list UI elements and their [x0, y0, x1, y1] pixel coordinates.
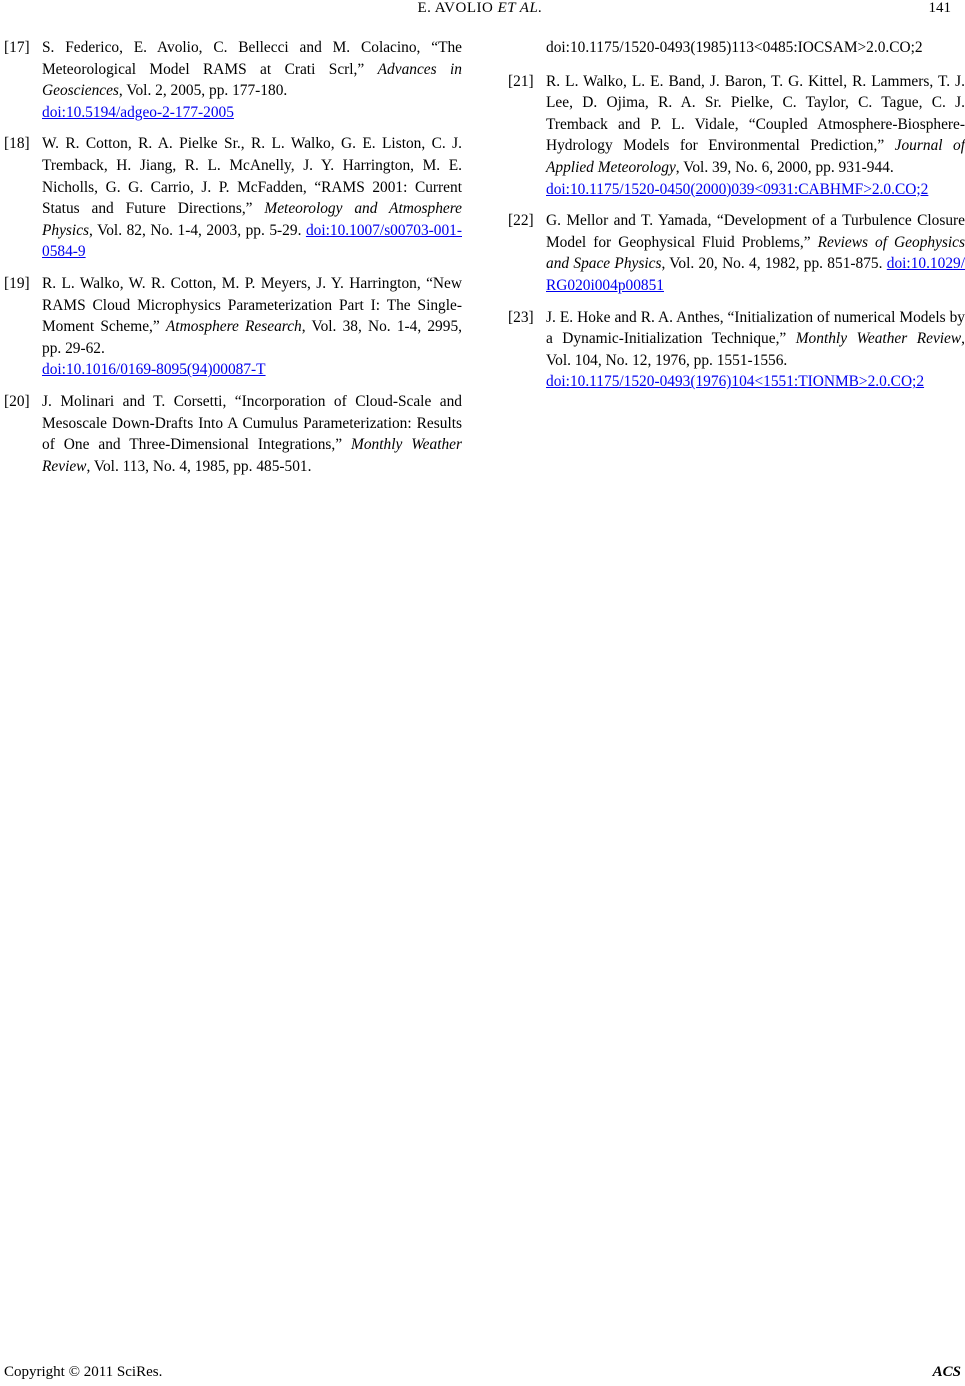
reference-number: [18] [4, 135, 30, 153]
reference-journal: Advances in Geosciences [42, 60, 462, 100]
reference-journal: Reviews of Geophysics and Space Physics [546, 233, 965, 273]
doi-link[interactable]: doi:10.1029/RG020i004p00851 [546, 255, 965, 294]
reference-number: [21] [508, 72, 534, 90]
reference-details: , Vol. 82, No. 1-4, 2003, pp. 5-29. [89, 221, 306, 239]
copyright-notice: Copyright © 2011 SciRes. [4, 1364, 163, 1380]
reference-authors-title: J. E. Hoke and R. A. Anthes, “Initialization of numerical Models by a Dynamic-Initialization Technique,” [546, 308, 965, 348]
doi-link[interactable]: doi:10.1175/1520-0493(1985)113<0485:IOCSAM>2.0.CO;2 [546, 39, 923, 56]
reference-number: [17] [4, 39, 30, 56]
reference-21 [508, 71, 965, 201]
reference-authors-title: J. Molinari and T. Corsetti, “Incorporation of Cloud-Scale and Mesoscale Down-Drafts Into A Cumulus Parameterization: Results of One and Three-Dimensional Integrations,” [42, 392, 462, 454]
header-et-al: ET AL. [497, 0, 543, 16]
page-number: 141 [928, 0, 951, 16]
reference-authors-title: R. L. Walko, W. R. Cotton, M. P. Meyers, J. Y. Harrington, “New RAMS Cloud Microphysics Parameterization Part I: The Single-Moment Scheme,” [42, 274, 462, 336]
reference-journal: Monthly Weather Review [795, 330, 962, 348]
reference-number: [23] [508, 308, 534, 326]
journal-abbreviation: ACS [932, 1364, 961, 1380]
left-column [4, 37, 462, 487]
reference-details: , Vol. 2, 2005, pp. 177-180. [118, 82, 288, 100]
reference-18 [4, 133, 462, 263]
reference-journal: Monthly Weather Review [42, 436, 462, 475]
reference-22 [508, 210, 965, 296]
reference-number: [19] [4, 274, 30, 292]
doi-link[interactable]: doi:10.5194/adgeo-2-177-2005 [42, 103, 234, 121]
doi-link[interactable]: doi:10.1016/0169-8095(94)00087-T [42, 361, 266, 379]
reference-details: , Vol. 113, No. 4, 1985, pp. 485-501. [86, 457, 312, 475]
reference-journal: Meteorology and Atmosphere Physics [42, 200, 462, 239]
running-title [300, 0, 660, 17]
reference-20 [4, 391, 462, 477]
reference-authors-title: R. L. Walko, L. E. Band, J. Baron, T. G. Kittel, R. Lammers, T. J. Lee, D. Ojima, R. A. Sr. Pielke, C. Taylor, C. Tague, C. J. Tremback and P. L. Vidale, “Coupled Atmosphere-Biosphere-Hydrology Models for Environmental Prediction,” [546, 72, 965, 155]
reference-authors-title: W. R. Cotton, R. A. Pielke Sr., R. L. Walko, G. E. Liston, C. J. Tremback, H. Jiang, R. L. McAnelly, J. Y. Harrington, M. E. Nicholls, G. G. Carrio, J. P. McFadden, “RAMS 2001: Current Status and Future Directions,” [42, 135, 462, 218]
page-header [0, 0, 965, 22]
reference-number: [20] [4, 392, 30, 410]
reference-details: , Vol. 38, No. 1-4, 2995, pp. 29-62. [42, 318, 462, 357]
reference-20-continuation [508, 37, 965, 59]
reference-17 [4, 37, 462, 123]
doi-link[interactable]: doi:10.1175/1520-0450(2000)039<0931:CABHMF>2.0.CO;2 [546, 180, 929, 198]
reference-19 [4, 273, 462, 381]
reference-authors-title: S. Federico, E. Avolio, C. Bellecci and M. Colacino, “The Meteorological Model RAMS at Crati Scrl,” [42, 39, 462, 78]
reference-journal: Atmosphere Research [165, 318, 302, 336]
doi-link[interactable]: doi:10.1007/s00703-001-0584-9 [42, 221, 462, 261]
reference-number: [22] [508, 212, 534, 230]
header-author: E. AVOLIO [417, 0, 494, 16]
doi-link[interactable]: doi:10.1175/1520-0493(1976)104<1551:TIONMB>2.0.CO;2 [546, 373, 925, 391]
right-column [508, 37, 965, 403]
reference-authors-title: G. Mellor and T. Yamada, “Development of a Turbulence Closure Model for Geophysical Fluid Problems,” [546, 212, 965, 251]
reference-details: , Vol. 39, No. 6, 2000, pp. 931-944. [675, 158, 894, 176]
reference-journal: Journal of Applied Meteorology [546, 137, 965, 176]
reference-23 [508, 307, 965, 393]
reference-details: , Vol. 20, No. 4, 1982, pp. 851-875. [661, 255, 887, 273]
reference-details: , Vol. 104, No. 12, 1976, pp. 1551-1556. [546, 330, 965, 369]
